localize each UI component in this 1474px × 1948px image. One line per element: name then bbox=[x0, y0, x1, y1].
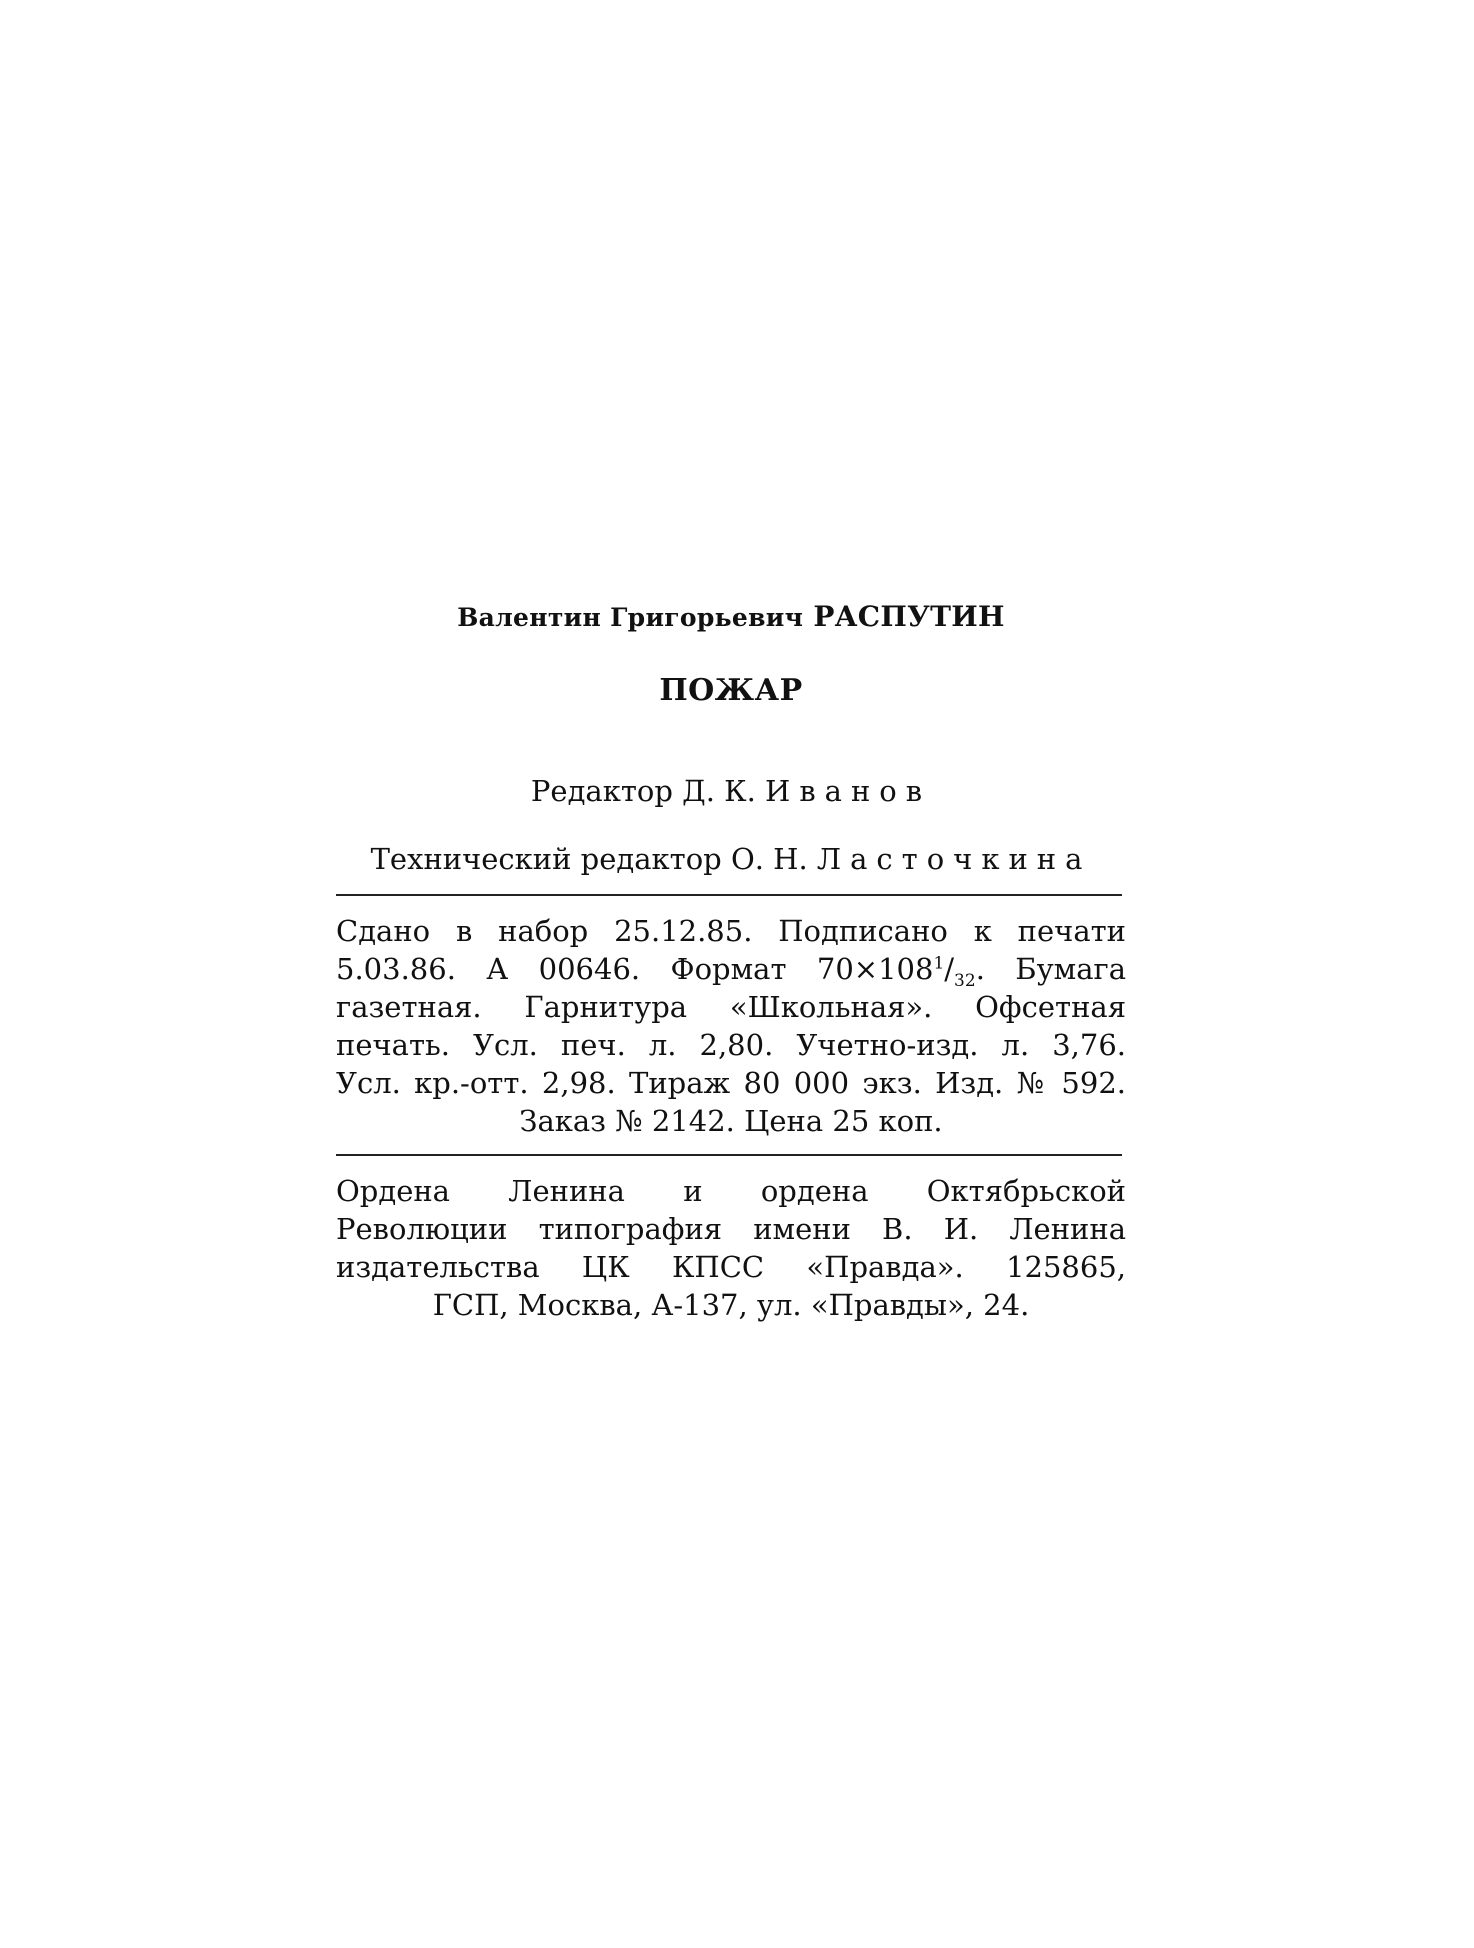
divider-top bbox=[336, 894, 1122, 896]
author-line bbox=[336, 600, 1126, 633]
tech-editor-initials: О. Н. bbox=[730, 842, 808, 876]
printer-line: Ордена Ленина и ордена Октябрьской bbox=[336, 1174, 1126, 1208]
print-info-line: газетная. Гарнитура «Школьная». Офсетная bbox=[336, 990, 1126, 1024]
printer-line: издательства ЦК КПСС «Правда». 125865, bbox=[336, 1250, 1126, 1284]
tech-editor-name: Ласточкина bbox=[816, 842, 1092, 876]
print-info-line: печать. Усл. печ. л. 2,80. Учетно-изд. л. 3,76. bbox=[336, 1028, 1126, 1062]
editor-name: Иванов bbox=[765, 774, 932, 808]
print-info-line: Заказ № 2142. Цена 25 коп. bbox=[519, 1104, 943, 1138]
author-surname: РАСПУТИН bbox=[813, 600, 1005, 633]
author-given-names: Валентин Григорьевич bbox=[457, 603, 804, 632]
format-sup: 1 bbox=[933, 953, 945, 974]
printer-info bbox=[336, 1172, 1126, 1324]
book-title: ПОЖАР bbox=[659, 673, 803, 708]
divider-bottom bbox=[336, 1154, 1122, 1156]
print-info bbox=[336, 912, 1126, 1140]
format-slash: / bbox=[944, 952, 955, 986]
tech-editor-role: Технический редактор bbox=[370, 842, 722, 876]
printer-line: Революции типография имени В. И. Ленина bbox=[336, 1212, 1126, 1246]
editor-credit bbox=[336, 774, 1126, 808]
format-sub: 32 bbox=[954, 970, 976, 991]
print-info-line bbox=[336, 950, 1126, 991]
tech-editor-credit bbox=[336, 842, 1126, 876]
format-text: 5.03.86. А 00646. Формат 70×108 bbox=[336, 952, 934, 986]
print-info-line: Сдано в набор 25.12.85. Подписано к печати bbox=[336, 914, 1126, 948]
editor-initials: Д. К. bbox=[682, 774, 756, 808]
print-info-line: Усл. кр.-отт. 2,98. Тираж 80 000 экз. Изд. № 592. bbox=[336, 1066, 1126, 1100]
printer-line: ГСП, Москва, А-137, ул. «Правды», 24. bbox=[432, 1288, 1030, 1322]
format-paper: . Бумага bbox=[975, 952, 1126, 986]
editor-role: Редактор bbox=[530, 774, 673, 808]
colophon bbox=[336, 600, 1126, 1324]
